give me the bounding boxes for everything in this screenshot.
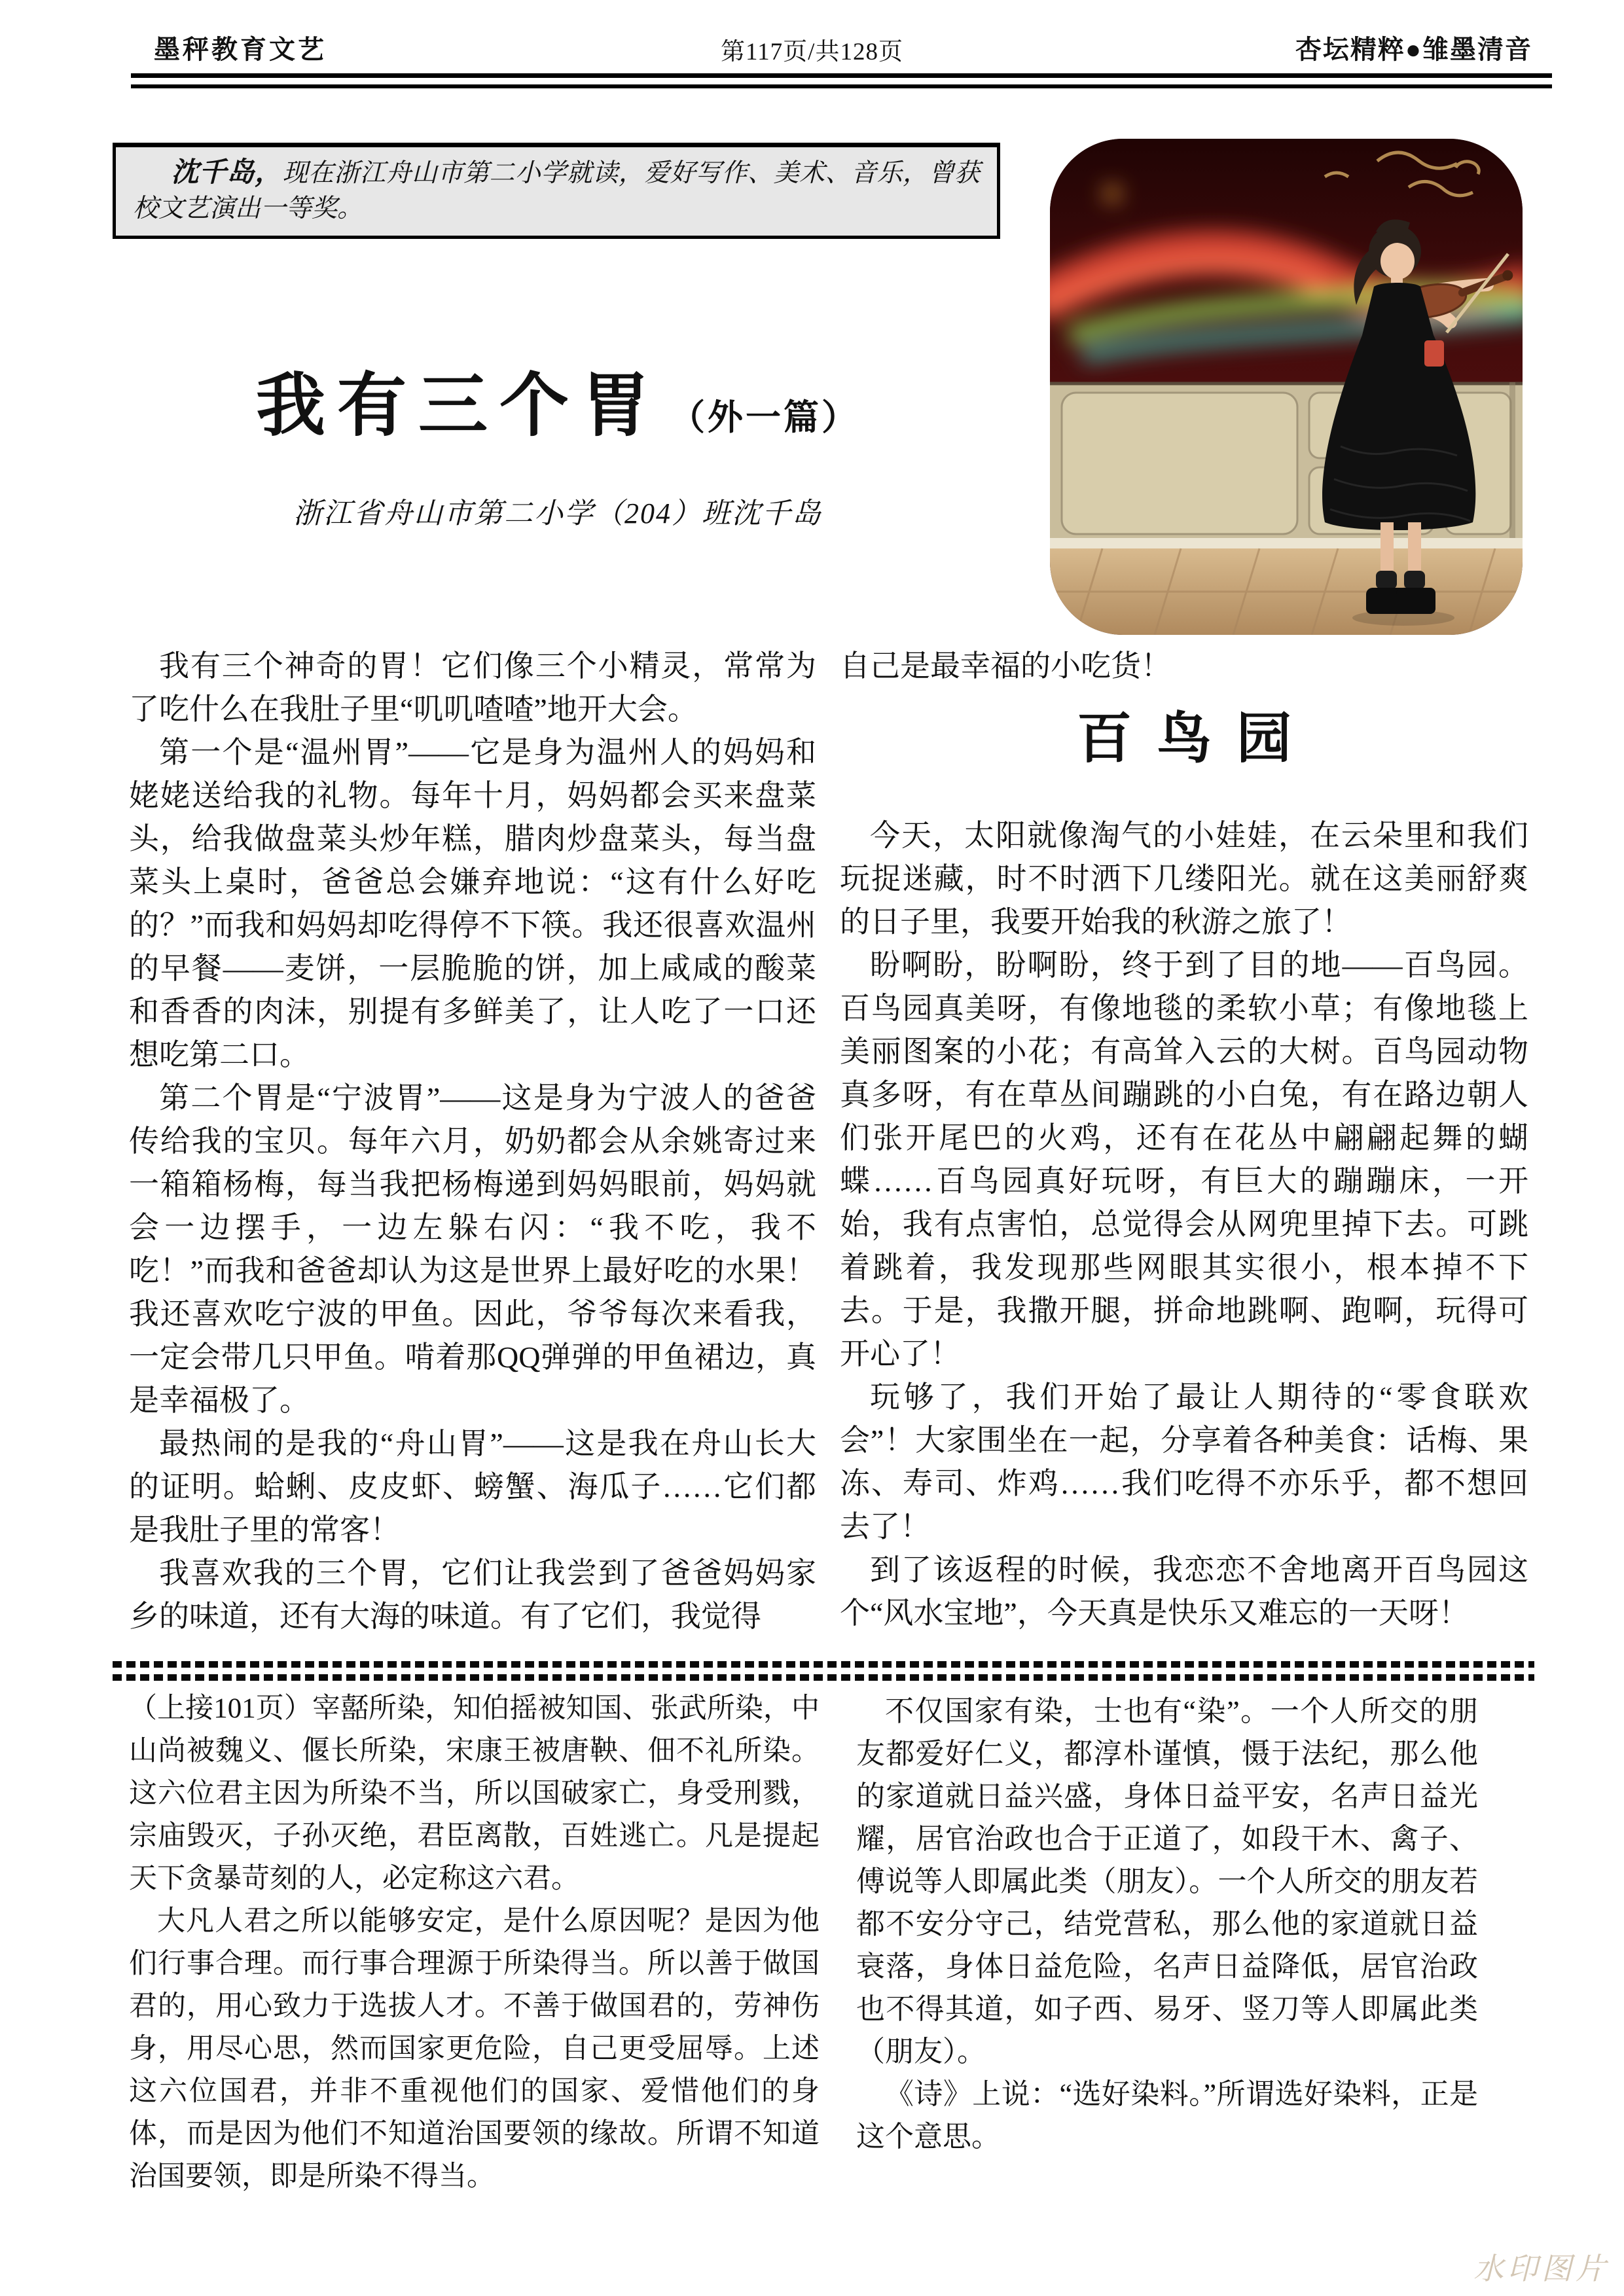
divider-dash-row bbox=[113, 1674, 1534, 1681]
article2-paragraph: 今天，太阳就像淘气的小娃娃，在云朵里和我们玩捉迷藏，时不时洒下几缕阳光。就在这美丽舒爽的日子里，我要开始我的秋游之旅了！ bbox=[840, 819, 1528, 939]
continuation-paragraph: （上接101页）宰嚭所染，知伯摇被知国、张武所染，中山尚被魏义、偃长所染，宋康王被唐鞅、佃不礼所染。这六位君主因为所染不当，所以国破家亡，身受刑戮，宗庙毁灭，子孙灭绝，君臣离散，百姓逃亡。凡是提起天下贪暴苛刻的人，必定称这六君。 bbox=[129, 1693, 820, 1894]
continuation-paragraph: 《诗》上说：“选好染料。”所谓选好染料，正是这个意思。 bbox=[856, 2078, 1478, 2153]
article1-column bbox=[129, 645, 816, 1638]
article2-paragraph: 到了该返程的时候，我恋恋不舍地离开百鸟园这个“风水宝地”，今天真是快乐又难忘的一天呀！ bbox=[840, 1553, 1528, 1630]
author-bio-box bbox=[113, 143, 1000, 239]
article1-title-block bbox=[113, 350, 1003, 450]
girl-violin-photo-illustration bbox=[1050, 139, 1523, 635]
article1-title: 我有三个胃 bbox=[256, 368, 662, 444]
article1-paragraph: 第一个是“温州胃”——它是身为温州人的妈妈和姥姥送给我的礼物。每年十月，妈妈都会买来盘菜头，给我做盘菜头炒年糕，腊肉炒盘菜头，每当盘菜头上桌时，爸爸总会嫌弃地说：“这有什么好吃的？”而我和妈妈却吃得停不下筷。我还很喜欢温州的早餐——麦饼，一层脆脆的饼，加上咸咸的酸菜和香香的肉沫，别提有多鲜美了，让人吃了一口还想吃第二口。 bbox=[129, 736, 816, 1071]
article1-subtitle: （外一篇） bbox=[670, 398, 859, 437]
author-bio-text: 现在浙江舟山市第二小学就读，爱好写作、美术、音乐，曾获校文艺演出一等奖。 bbox=[133, 159, 980, 223]
section-divider bbox=[113, 1661, 1534, 1687]
article1-paragraph: 最热闹的是我的“舟山胃”——这是我在舟山长大的证明。蛤蜊、皮皮虾、螃蟹、海瓜子……它们都是我肚子里的常客！ bbox=[129, 1427, 816, 1547]
article2-column bbox=[840, 645, 1528, 1635]
article1-byline: 浙江省舟山市第二小学（204）班沈千岛 bbox=[293, 497, 822, 529]
article1-paragraph: 我有三个神奇的胃！它们像三个小精灵，常常为了吃什么在我肚子里“叽叽喳喳”地开大会。 bbox=[129, 649, 816, 726]
continuation-paragraph: 不仅国家有染，士也有“染”。一个人所交的朋友都爱好仁义，都淳朴谨慎，慑于法纪，那么他的家道就日益兴盛，身体日益平安，名声日益光耀，居官治政也合于正道了，如段干木、禽子、傅说等人即属此类（朋友）。一个人所交的朋友若都不安分守己，结党营私，那么他的家道就日益衰落，身体日益危险，名声日益降低，居官治政也不得其道，如子西、易牙、竖刀等人即属此类（朋友）。 bbox=[856, 1695, 1478, 2068]
article2-title: 百鸟园 bbox=[1076, 709, 1316, 770]
article2-paragraph: 盼啊盼，盼啊盼，终于到了目的地——百鸟园。百鸟园真美呀，有像地毯的柔软小草；有像地毯上美丽图案的小花；有高耸入云的大树。百鸟园动物真多呀，有在草丛间蹦跳的小白兔，有在路边朝人们张开尾巴的火鸡，还有在花丛中翩翩起舞的蝴蝶……百鸟园真好玩呀，有巨大的蹦蹦床，一开始，我有点害怕，总觉得会从网兜里掉下去。可跳着跳着，我发现那些网眼其实很小，根本掉不下去。于是，我撒开腿，拼命地跳啊、跑啊，玩得可开心了！ bbox=[840, 948, 1528, 1371]
article1-continuation-line: 自己是最幸福的小吃货！ bbox=[840, 649, 1171, 683]
header-double-rule bbox=[131, 73, 1552, 88]
article1-paragraph: 第二个胃是“宁波胃”——这是身为宁波人的爸爸传给我的宝贝。每年六月，奶奶都会从余姚寄过来一箱箱杨梅，每当我把杨梅递到妈妈眼前，妈妈就会一边摆手，一边左躲右闪：“我不吃，我不吃！”而我和爸爸却认为这是世界上最好吃的水果！我还喜欢吃宁波的甲鱼。因此，爷爷每次来看我，一定会带几只甲鱼。啃着那QQ弹弹的甲鱼裙边，真是幸福极了。 bbox=[129, 1081, 816, 1417]
author-name: 沈千岛， bbox=[171, 158, 283, 188]
photo-watermark: 水印图片 bbox=[1473, 2252, 1610, 2286]
article-photo bbox=[1050, 139, 1523, 635]
continuation-left-column bbox=[129, 1687, 820, 2198]
continuation-paragraph: 大凡人君之所以能够安定，是什么原因呢？是因为他们行事合理。而行事合理源于所染得当。所以善于做国君的，用心致力于选拔人才。不善于做国君的，劳神伤身，用尽心思，然而国家更危险，自己更受屈辱。上述这六位国君，并非不重视他们的国家、爱惜他们的身体，而是因为他们不知道治国要领的缘故。所谓不知道治国要领，即是所染不得当。 bbox=[129, 1906, 820, 2192]
journal-name: 墨秤教育文艺 bbox=[154, 35, 327, 64]
divider-dash-row bbox=[113, 1661, 1534, 1668]
section-name: 杏坛精粹●雏墨清音 bbox=[1295, 35, 1532, 64]
article2-paragraph: 玩够了，我们开始了最让人期待的“零食联欢会”！大家围坐在一起，分享着各种美食：话梅、果冻、寿司、炸鸡……我们吃得不亦乐乎，都不想回去了！ bbox=[840, 1380, 1528, 1543]
continuation-right-column bbox=[856, 1690, 1478, 2158]
article1-paragraph: 我喜欢我的三个胃，它们让我尝到了爸爸妈妈家乡的味道，还有大海的味道。有了它们，我觉得 bbox=[129, 1556, 816, 1633]
author-bio-paragraph bbox=[133, 155, 980, 226]
page-number: 第117页/共128页 bbox=[721, 39, 903, 65]
